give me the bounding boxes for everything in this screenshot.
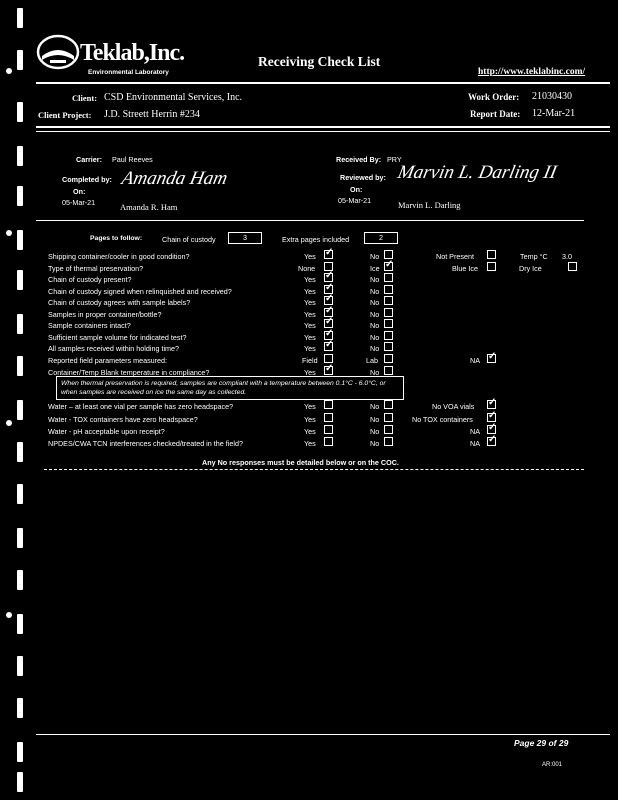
binder-mark: [17, 270, 23, 290]
checkbox-yes[interactable]: [324, 437, 333, 446]
option-label: Yes: [304, 333, 316, 342]
checkbox-no[interactable]: [384, 342, 393, 351]
work-order-label: Work Order:: [468, 92, 520, 102]
completed-by-label: Completed by:: [62, 175, 112, 184]
checkbox-ice[interactable]: [384, 262, 393, 271]
option-label: No: [370, 368, 380, 377]
comment-line: [44, 469, 584, 470]
checkbox-na[interactable]: [487, 425, 496, 434]
pages-label: Pages to follow:: [90, 235, 143, 242]
option-label: Yes: [304, 275, 316, 284]
checkbox-no[interactable]: [384, 400, 393, 409]
completed-date: 05-Mar-21: [62, 198, 96, 207]
checkbox-dry-ice[interactable]: [568, 262, 577, 271]
binder-mark: [17, 314, 23, 334]
option-label: Yes: [304, 298, 316, 307]
option-label: No: [370, 415, 380, 424]
checklist-question: All samples received within holding time?: [48, 344, 180, 353]
binder-mark: [17, 8, 23, 28]
checkbox-yes[interactable]: [324, 250, 333, 259]
checklist-question: Sufficient sample volume for indicated test?: [48, 333, 187, 342]
option-label: No: [370, 252, 380, 261]
reviewed-name: Marvin L. Darling: [398, 200, 461, 210]
checkbox-no[interactable]: [384, 425, 393, 434]
checkbox-yes[interactable]: [324, 366, 333, 375]
binder-mark: [17, 400, 23, 420]
logo-emblem-icon: [36, 34, 80, 70]
option-label: Yes: [304, 439, 316, 448]
header-rule: [36, 82, 610, 84]
company-logo: [36, 34, 80, 70]
option-label: No VOA vials: [432, 402, 475, 411]
binder-mark: [17, 742, 23, 762]
report-date-label: Report Date:: [470, 109, 521, 119]
checkbox-yes[interactable]: [324, 296, 333, 305]
checklist-question: Type of thermal preservation?: [48, 264, 144, 273]
checklist-question: Water - pH acceptable upon receipt?: [48, 427, 165, 436]
page-stamp: AR:001: [542, 762, 563, 768]
reviewed-by-label: Reviewed by:: [340, 173, 386, 182]
checkbox-yes[interactable]: [324, 413, 333, 422]
option-label: Blue Ice: [452, 264, 478, 273]
checkbox-no[interactable]: [384, 296, 393, 305]
page-title: Receiving Check List: [258, 54, 381, 69]
checklist-question: Sample containers intact?: [48, 321, 131, 330]
binder-mark: [17, 656, 23, 676]
option-label: NA: [470, 439, 480, 448]
report-date-value: 12-Mar-21: [532, 108, 576, 119]
option-label: Yes: [304, 415, 316, 424]
checklist-question: Water – at least one vial per sample has zero headspace?: [48, 402, 234, 411]
checklist-question: Reported field parameters measured:: [48, 356, 168, 365]
extra-pages-field[interactable]: 2: [364, 232, 398, 244]
binder-mark: [17, 614, 23, 634]
binder-mark: [17, 570, 23, 590]
option-label: NA: [470, 356, 480, 365]
option-label: No: [370, 287, 380, 296]
binder-mark: [17, 442, 23, 462]
receipt-rule: [36, 220, 584, 221]
checkbox-no[interactable]: [384, 285, 393, 294]
coc-pages-field[interactable]: 3: [228, 232, 262, 244]
option-label: No: [370, 310, 380, 319]
checkbox-no-voa[interactable]: [487, 400, 496, 409]
checkbox-no[interactable]: [384, 437, 393, 446]
option-label: Yes: [304, 368, 316, 377]
temp-label: Temp °C: [520, 252, 548, 261]
received-by-value: PRY: [387, 155, 402, 164]
project-value: J.D. Streett Herrin #234: [104, 109, 200, 120]
checkbox-yes[interactable]: [324, 342, 333, 351]
checkbox-no[interactable]: [384, 308, 393, 317]
thermal-note: When thermal preservation is required, samples are compliant with a temperature between 0.1°C - 6.0°C, or when samples are received on ice the same day as collected.: [56, 376, 404, 400]
company-subtitle: Environmental Laboratory: [88, 69, 169, 76]
company-name: Teklab,Inc.: [80, 40, 185, 66]
extra-pages-label: Extra pages included: [282, 235, 350, 244]
option-label: No: [370, 275, 380, 284]
completed-on-label: On:: [73, 187, 86, 196]
temp-value: 3.0: [562, 252, 572, 261]
option-label: No: [370, 439, 380, 448]
checklist-question: Chain of custody present?: [48, 275, 132, 284]
option-label: No: [370, 298, 380, 307]
option-label: Yes: [304, 321, 316, 330]
checklist-question: Container/Temp Blank temperature in compliance?: [48, 368, 210, 377]
binder-mark: [17, 230, 23, 250]
checkbox-no[interactable]: [384, 273, 393, 282]
option-label: Yes: [304, 427, 316, 436]
option-label: NA: [470, 427, 480, 436]
dry-ice-label: Dry Ice: [519, 264, 542, 273]
footer-note: Any No responses must be detailed below or on the COC.: [202, 458, 399, 467]
checklist-question: Water - TOX containers have zero headspace?: [48, 415, 198, 424]
checkbox-no[interactable]: [384, 413, 393, 422]
binder-mark: [17, 528, 23, 548]
binder-mark: [17, 50, 23, 70]
option-label: No: [370, 344, 380, 353]
checkbox-yes[interactable]: [324, 425, 333, 434]
binder-dot: [6, 230, 12, 236]
option-label: No: [370, 427, 380, 436]
checkbox-not-present[interactable]: [487, 250, 496, 259]
checklist-question: Samples in proper container/bottle?: [48, 310, 162, 319]
option-label: No: [370, 402, 380, 411]
carrier-value: Paul Reeves: [112, 155, 153, 164]
checklist-question: Chain of custody agrees with sample labels?: [48, 298, 191, 307]
checkbox-no-tox[interactable]: [487, 413, 496, 422]
option-label: Not Present: [436, 252, 474, 261]
checkbox-field[interactable]: [324, 354, 333, 363]
option-label: Yes: [304, 402, 316, 411]
option-label: None: [298, 264, 316, 273]
binder-mark: [17, 146, 23, 166]
binder-mark: [17, 356, 23, 376]
checkbox-na[interactable]: [487, 437, 496, 446]
option-label: Yes: [304, 252, 316, 261]
completed-name: Amanda R. Ham: [120, 202, 178, 212]
checklist-question: Shipping container/cooler in good condition?: [48, 252, 190, 261]
checkbox-na[interactable]: [487, 354, 496, 363]
reviewed-date: 05-Mar-21: [338, 196, 372, 205]
footer-rule: [36, 734, 610, 735]
signature-completed: Amanda Ham: [119, 168, 230, 189]
checklist-question: NPDES/CWA TCN interferences checked/treated in the field?: [48, 439, 243, 448]
reviewed-on-label: On:: [350, 185, 363, 194]
binder-mark: [17, 102, 23, 122]
checkbox-yes[interactable]: [324, 273, 333, 282]
option-label: Yes: [304, 310, 316, 319]
client-rule: [36, 126, 610, 128]
binder-dot: [6, 612, 12, 618]
website-link[interactable]: http://www.teklabinc.com/: [478, 67, 586, 77]
checklist-question: Chain of custody signed when relinquished and received?: [48, 287, 232, 296]
binder-mark: [17, 698, 23, 718]
client-value: CSD Environmental Services, Inc.: [104, 92, 243, 103]
coc-label: Chain of custody: [162, 235, 216, 244]
client-label: Client:: [72, 93, 98, 103]
checkbox-yes[interactable]: [324, 400, 333, 409]
checkbox-no[interactable]: [384, 331, 393, 340]
option-label: Yes: [304, 344, 316, 353]
checkbox-lab[interactable]: [384, 354, 393, 363]
checkbox-no[interactable]: [384, 366, 393, 375]
option-label: Yes: [304, 287, 316, 296]
option-label: No: [370, 321, 380, 330]
binder-mark: [17, 484, 23, 504]
binder-mark: [17, 186, 23, 206]
page-number: Page 29 of 29: [514, 738, 569, 748]
project-label: Client Project:: [38, 110, 92, 120]
binder-mark: [17, 772, 23, 792]
checkbox-no[interactable]: [384, 319, 393, 328]
option-label: Field: [302, 356, 318, 365]
client-rule-thin: [36, 131, 610, 132]
received-by-label: Received By:: [336, 155, 382, 164]
checkbox-no[interactable]: [384, 250, 393, 259]
option-label: Ice: [370, 264, 380, 273]
binder-dot: [6, 420, 12, 426]
carrier-label: Carrier:: [76, 155, 102, 164]
checkbox-blue-ice[interactable]: [487, 262, 496, 271]
work-order-value: 21030430: [532, 91, 572, 102]
option-label: No TOX containers: [412, 415, 473, 424]
option-label: No: [370, 333, 380, 342]
option-label: Lab: [366, 356, 378, 365]
checkbox-yes[interactable]: [324, 319, 333, 328]
binder-dot: [6, 68, 12, 74]
signature-reviewed: Marvin L. Darling II: [395, 162, 559, 183]
